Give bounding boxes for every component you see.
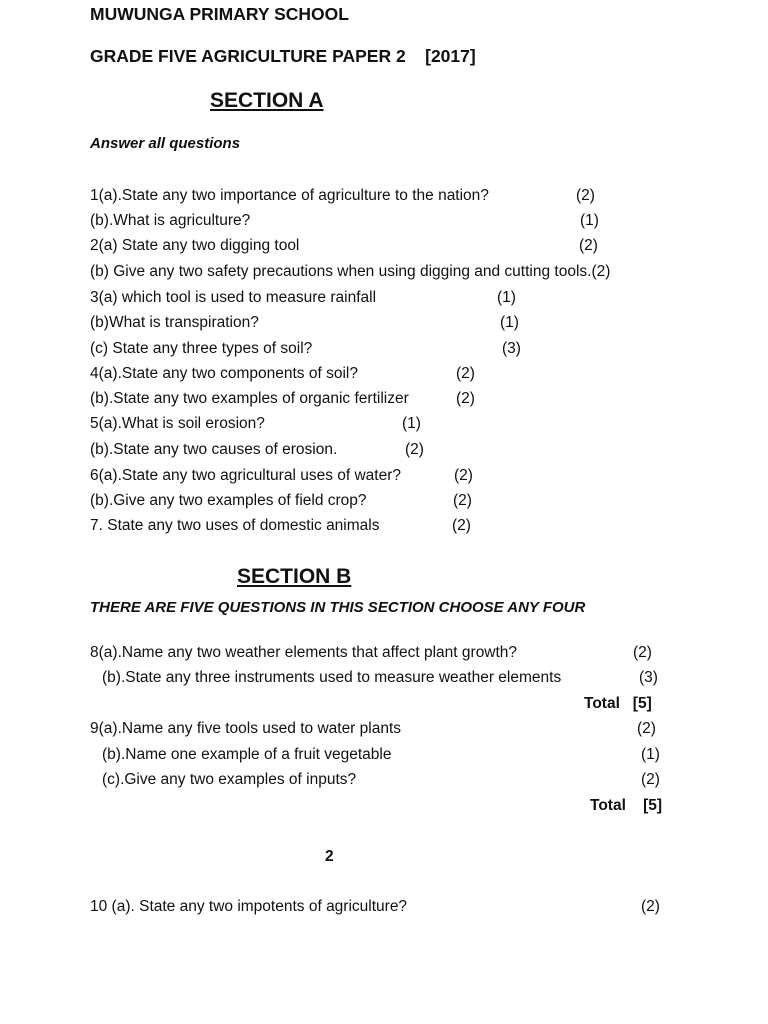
question-text: 3(a) which tool is used to measure rainfall bbox=[90, 289, 377, 306]
question-marks: (2) bbox=[637, 720, 656, 737]
paper-title: GRADE FIVE AGRICULTURE PAPER 2 [2017] bbox=[90, 46, 476, 66]
question-marks: (2) bbox=[641, 771, 660, 788]
question-text: (b).State any two examples of organic fertilizer bbox=[90, 390, 409, 407]
question-text: 4(a).State any two components of soil? bbox=[90, 365, 358, 382]
section-b-title: SECTION B bbox=[237, 565, 352, 588]
question-marks: (2) bbox=[456, 390, 475, 407]
question-text: (b) Give any two safety precautions when using digging and cutting tools.(2) bbox=[90, 263, 611, 280]
question-marks: (2) bbox=[576, 187, 595, 204]
question-marks: (1) bbox=[641, 746, 660, 763]
question-marks: (3) bbox=[502, 340, 521, 357]
section-b-instruction: THERE ARE FIVE QUESTIONS IN THIS SECTION CHOOSE ANY FOUR bbox=[90, 599, 586, 616]
question-text: (c).Give any two examples of inputs? bbox=[102, 771, 357, 788]
question-text: 2(a) State any two digging tool bbox=[90, 237, 300, 254]
question-marks: (2) bbox=[453, 492, 472, 509]
question-text: 1(a).State any two importance of agriculture to the nation? bbox=[90, 187, 489, 204]
question-text: (b).State any three instruments used to measure weather elements bbox=[102, 669, 562, 686]
question-text: (b).What is agriculture? bbox=[90, 212, 251, 229]
section-a-instruction: Answer all questions bbox=[90, 135, 241, 152]
question-marks: (1) bbox=[580, 212, 599, 229]
question-text: 6(a).State any two agricultural uses of water? bbox=[90, 467, 402, 484]
question-marks: (1) bbox=[402, 415, 421, 432]
question-text: (b)What is transpiration? bbox=[90, 314, 259, 331]
question-marks: (2) bbox=[456, 365, 475, 382]
question-text: 5(a).What is soil erosion? bbox=[90, 415, 265, 432]
total-marks: Total [5] bbox=[584, 695, 652, 712]
question-marks: (2) bbox=[579, 237, 598, 254]
question-text: (b).State any two causes of erosion. bbox=[90, 441, 338, 458]
question-marks: (2) bbox=[641, 898, 660, 915]
question-marks: (3) bbox=[639, 669, 658, 686]
question-marks: (2) bbox=[633, 644, 652, 661]
total-marks: Total [5] bbox=[590, 797, 663, 814]
question-marks: (1) bbox=[497, 289, 516, 306]
school-name: MUWUNGA PRIMARY SCHOOL bbox=[90, 4, 349, 24]
question-marks: (2) bbox=[452, 517, 471, 534]
page-number: 2 bbox=[325, 848, 334, 865]
question-text: (b).Name one example of a fruit vegetable bbox=[102, 746, 392, 763]
question-text: (b).Give any two examples of field crop? bbox=[90, 492, 367, 509]
question-text: 7. State any two uses of domestic animals bbox=[90, 517, 380, 534]
question-marks: (1) bbox=[500, 314, 519, 331]
question-text: (c) State any three types of soil? bbox=[90, 340, 313, 357]
section-a-title: SECTION A bbox=[210, 89, 324, 112]
question-marks: (2) bbox=[454, 467, 473, 484]
question-text: 8(a).Name any two weather elements that affect plant growth? bbox=[90, 644, 518, 661]
question-marks: (2) bbox=[405, 441, 424, 458]
question-text: 10 (a). State any two impotents of agriculture? bbox=[90, 898, 408, 915]
question-text: 9(a).Name any five tools used to water plants bbox=[90, 720, 402, 737]
